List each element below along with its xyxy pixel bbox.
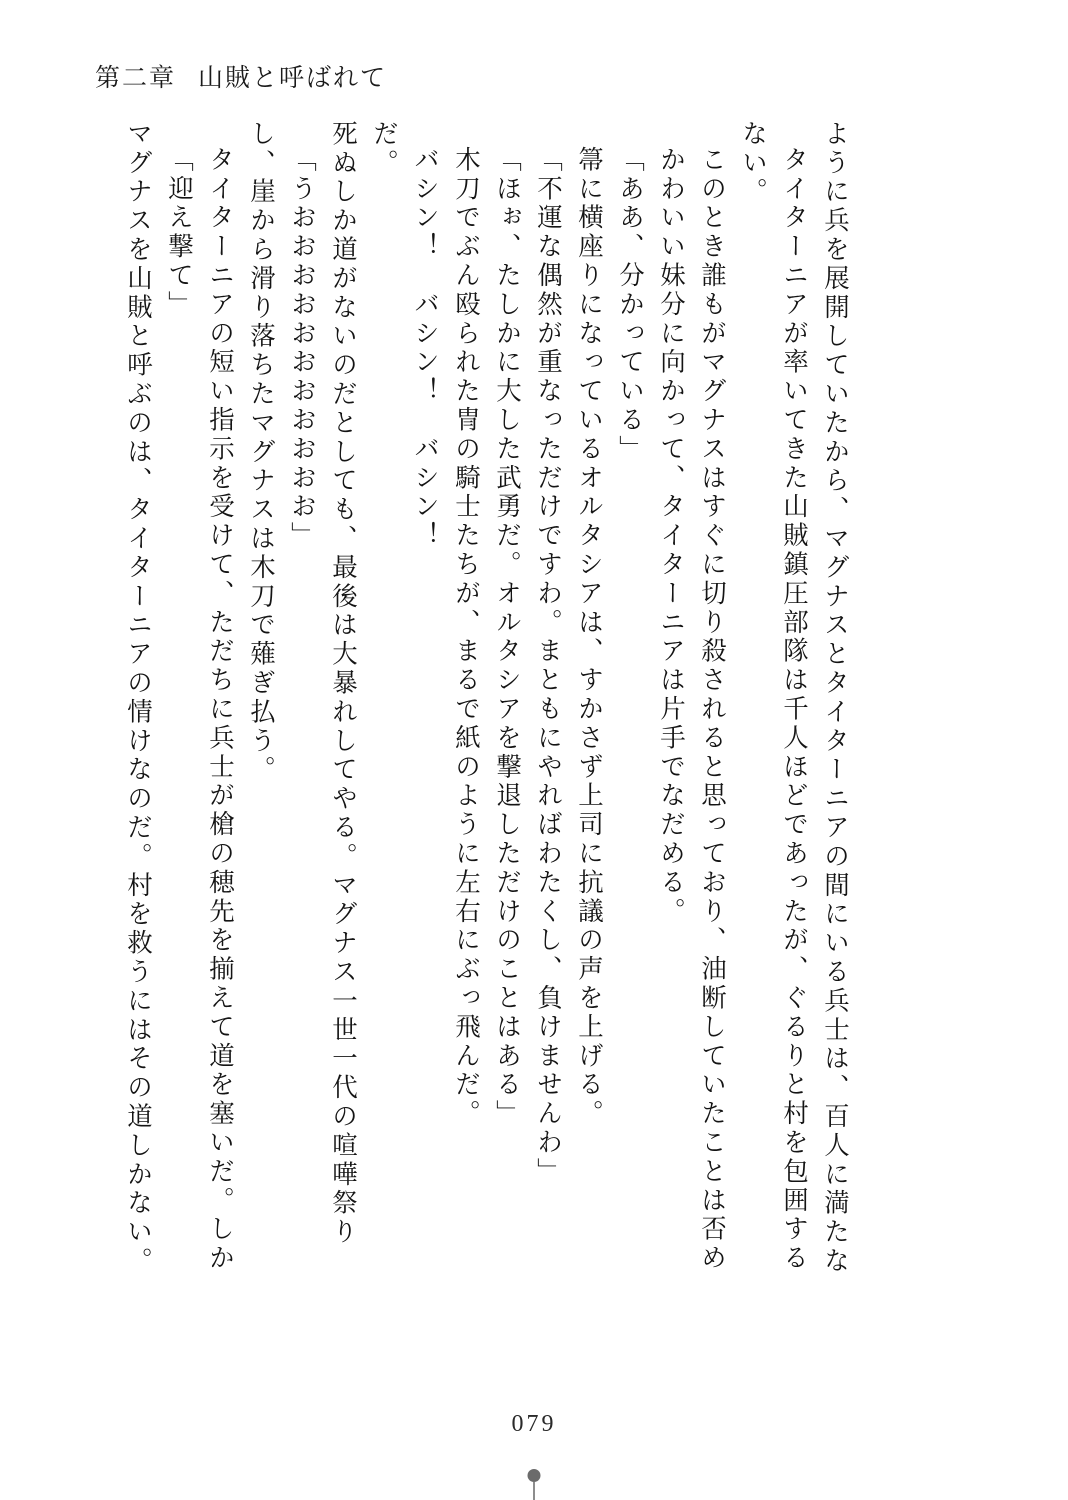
text-column: 箒に横座りになっているオルタシアは、すかさず上司に抗議の声を上げる。	[575, 146, 604, 1129]
text-column: ない。	[739, 120, 768, 207]
text-column: 「迎え撃て」	[165, 146, 194, 320]
folio-stem	[533, 1482, 535, 1500]
text-column: このとき誰もがマグナスはすぐに切り殺されると思っており、油断していたことは否め	[698, 146, 727, 1274]
text-column: ように兵を展開していたから、マグナスとタイターニアの間にいる兵士は、百人に満たな	[821, 120, 850, 1276]
text-column: 「不運な偶然が重なっただけですわ。まともにやればわたくし、負けませんわ」	[534, 146, 563, 1187]
text-column: バシン！ バシン！ バシン！	[411, 146, 440, 551]
text-column: 死ぬしか道がないのだとしても、最後は大暴れしてやる。マグナス一世一代の喧嘩祭り	[329, 120, 358, 1248]
text-column: だ。	[370, 120, 399, 178]
chapter-title: 山賊と呼ばれて	[198, 65, 388, 92]
text-column: 「ああ、分かっている」	[616, 146, 645, 464]
text-column: 「ほぉ、たしかに大した武勇だ。オルタシアを撃退しただけのことはある」	[493, 146, 522, 1129]
page-number: 079	[511, 1411, 557, 1437]
folio-dot-icon	[528, 1469, 541, 1482]
text-column: タイターニアの短い指示を受けて、ただちに兵士が槍の穂先を揃えて道を塞いだ。しか	[206, 146, 235, 1274]
text-column: マグナスを山賊と呼ぶのは、タイターニアの情けなのだ。村を救うにはその道しかない。	[124, 120, 153, 1276]
text-column: タイターニアが率いてきた山賊鎮圧部隊は千人ほどであったが、ぐるりと村を包囲する	[780, 146, 809, 1274]
text-column: し、崖から滑り落ちたマグナスは木刀で薙ぎ払う。	[247, 120, 276, 785]
text-column: 「うおおおおおおおおおおお」	[288, 146, 317, 551]
running-header	[95, 58, 387, 94]
chapter-number: 第二章	[95, 65, 177, 92]
text-column: 木刀でぶん殴られた冑の騎士たちが、まるで紙のように左右にぶっ飛んだ。	[452, 146, 481, 1129]
text-column: かわいい妹分に向かって、タイターニアは片手でなだめる。	[657, 146, 686, 927]
vertical-text-body	[110, 120, 990, 1335]
